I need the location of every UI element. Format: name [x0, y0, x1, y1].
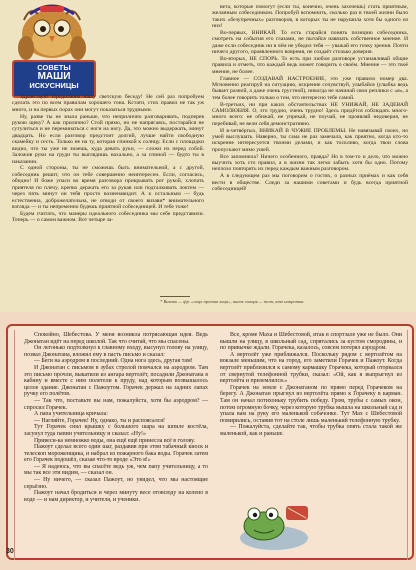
paragraph: Будем считать, что манеры идеального собеседника мы себе представили. Теперь — о самом важном. Вот четыре за- [12, 210, 204, 224]
sign-board [12, 60, 96, 98]
paragraph: Пажоут начал бродиться и через минуту весе отовсюду на колено в воде — и нам директор, и учителя, и ученики. [24, 490, 208, 503]
paragraph: Здравствуй! Продолжим нашу светскую беседу! Не сей раз попробуем сделать это по всем правилам хорошего тона. Кстати, стих правил не так уж много, и на первых порах они могут показаться трудными. [12, 94, 204, 113]
footnote: * Визави — фр. «лицо против лица», иначе говоря — тот, кто напротив. [160, 299, 305, 304]
paragraph: Все, кроме Маха и Шебестовой, итак в спортзале уже не было. Они вышли на улицу, в школьный сад, спрятались за кустом смородины, и по привычке ждали. Горачека, казалось, совсем потерял аэродром. [220, 332, 402, 352]
sign-line-2: МАШИ [37, 71, 71, 82]
sign-line-3: ИСКУСНИЦЫ [29, 81, 79, 90]
paragraph: Спокойно, Шебестова. У меня возникла потрясающая идея. Ведь Джонатан идёт на перед школой. Так что считай, что мы спасены. [24, 332, 208, 345]
paragraph: Привеси-ка немножко воды, она ещё ещё принесла всё в голову. [34, 437, 195, 444]
paragraph: А папа учительница кричала: [34, 411, 108, 418]
frog-illustration [204, 486, 324, 556]
story-right-column [220, 332, 402, 438]
paragraph: В-третьих, ни при каких обстоятельствах НЕ УНИЖАЙ, НЕ ЗАДЕВАЙ САМОЛЮБИЯ. О, это трудно, очень трудно! Здесь придётся соблюдать много-много всего: не обижай, не упрекай, не поучай, не проявляй недоверия, не перебивай, не вели себя демонстративно. [212, 101, 408, 127]
paragraph: Пажоут сделал всего один шаг, раздавив при этом табачный киоск и телескоп мороженщика, и набрал из пожарного бака воды. Горачек затем его Горачек подошёл, сказав что-то вроде «Это я!» [24, 444, 208, 464]
article-right-column [212, 4, 408, 193]
story-frame [6, 324, 414, 560]
paragraph: А в следующем раз мы поговорим о гостях, о разных приёмах и как себя вести в обществе. Следи за нашими советами и будь всегда приятной собеседницей! [212, 173, 408, 192]
paragraph: Ну, разве ты не знала раньше, что неприлично разговаривать, подперев рукою щеку? А как прилично? Стой прямо, но не напрягаясь, постарайся не сутулиться и не переминаться с ноги на ногу. Да, это можно выдержать, минут двадцать. Но если разговор предстоит долгий, лучше найти свободную скамейку и сесть. Только не на ту, которая спинкой к солнцу. Если с площадки видно, что ты уже не знаешь, куда девать руки, — сложи их перед собой. Заложив руки на груди ты выглядишь нахально, а за спиной — будто ты в наказании. [12, 113, 204, 165]
paragraph: — Ну ничего, — сказал Пажоут, но увидел, что мы настоящие серьёзно. [24, 477, 208, 490]
footnote-divider [160, 296, 190, 297]
owl-illustration [0, 0, 110, 98]
paragraph: Все запомнила? Ничего особенного, правда? Но в том-то и дело, что можно выучить хоть сто правил, а в жизни так легко забыть хотя бы одно. Потому неплохо повторять их перед каждым важным разговором. [212, 153, 408, 173]
article-left-column [12, 94, 204, 224]
paragraph: И Джонатан с письмом в зубах стрелой помчался на аэродром. Там это письмо прочли, выкатили из ангара вертолёт, посадили Джонатана в кабину и вместе с ним полетели к пруду, над которым возвышалось целое здание. Джонатан с Пажоутом. Горачек держал на задних лапах ручку его полётов. [24, 364, 208, 398]
paragraph: Во-первых, ВНИКАЙ. То есть старайся понять позицию собеседника, смотреть на события его глазами, не пытайся навязать собственное мнение. И даже если собеседник ни в чём не убедил тебя — уважай его точку зрения. Почти ничего другого, проявленного вовремя, не создаёт столько доверия. [212, 30, 408, 56]
paragraph: — Нагляйте, Горачек! Ну, однако, ты и распоясался! [34, 417, 165, 424]
paragraph: — Я надеюсь, что вы спасёте ведь уж, чем папу учительницу, а то мы так все эти видим, — сказал он. [24, 463, 208, 477]
paragraph: С одной стороны, ты не сможешь быть внимательной, а с другой, собеседник решит, что он тебе совершенно неинтересен. Если, согласись, обидно! И боже упаси во время разговора прикрывать рот рукой, хлопать приятеля по плечу, крепко держать его за рукав или подталкивать локтем — через пять минут он тебя просто возненавидит. А к остальным — будь естественна, доброжелательна, не отводи от своего визави* внимательного взгляда — и ты непременно будешь приятной собеседницей. И тебе тоже! [12, 165, 204, 211]
paragraph: Тут Горачек снял крышку с большого шара на шпиле костёла, засунул туда папин учительницу и сказал: «Ну!» [24, 424, 208, 437]
paragraph: Он легонько подтолкнул к главному входу, высунул голову на улицу, позвал Джонатана, вложил ему в пасть письмо и сказал: [24, 345, 208, 358]
paragraph: — Пожалуйста, сделайте так, чтобы трубка опять стала такой же маленькой, как и раньше. [220, 424, 402, 437]
paragraph: Главное — СОЗДАВАЙ НАСТРОЕНИЕ, это уже правило номер два. Мгновенно реагируй на ситуацию, искренне сочувствуй, улыбайся (улыбка ведь бывает разной, а даже очень грустной), никогда не начинай свои реплики с «я», а тем более говорить только о том, что интересно тебе самой. [212, 75, 408, 101]
paragraph: А вертолёт уже приближался. Поскольку рядом с вертолётом на вокзале меньшим, что на город, его заметили Горачек и Пажоут. Когда вертолёт приблизился к самому кармашку Горачека, который оторвался от свернутой телефонной трубки, сказал: «Ой, как я выпрыгнул из вертолёта и приземлился.» [220, 351, 402, 385]
paragraph: Горачек на земле с Джонатаном по прямо перед Горачеком на берегу. А Джонатан прыгнул из вертолёта прямо к Горачеку в карман. Там он начал потихоньку трубить победу. Гром, трубы с самых окон, потом огромную бочку, через которую трубка вышла на школьный сад и упала вам на руку его маленькой собачонке. Тут Мах с Шебестовой помирились, оставив тот на столе лишь маленький телефонную трубку. [220, 384, 402, 424]
paragraph: вета, которые помогут (если ты, конечно, очень захочешь) стать приятным, желанным собеседником. Попробуй вспомнить, сколько раз в твоей жизни было таких «безупречных» разговоров, в которых ты не нарушила хотя бы одного из них! [212, 4, 408, 30]
paragraph: Во-вторых, НЕ СПОРЬ. То есть при любом разговоре устанавливай общие правила и отметь, что каждый ведь может говорить о своём. Мнение — это твоё мнение, не более. [212, 56, 408, 75]
paragraph: — Беги на аэродром в последний. Одна нога здесь, другая там! [34, 358, 193, 365]
paragraph: И в-четвёртых, ВНИКАЙ В ЧУЖИЕ ПРОБЛЕМЫ. Не навязывай своих, но умей выслушать. Наверно, ты сама не раз замечала, как приятно, когда кто-то искренне интересуется твоими делами, и как тоскливо, когда твои слова пропускают мимо ушей. [212, 127, 408, 153]
sign-line-1: СОВЕТЫ [37, 63, 71, 72]
page-number: 30 [6, 548, 14, 555]
paragraph: — Так что, поставьте вы нам, пожалуйста, хотя бы аэродром? — спросил Горачек. [24, 397, 208, 411]
story-left-column [24, 332, 208, 503]
